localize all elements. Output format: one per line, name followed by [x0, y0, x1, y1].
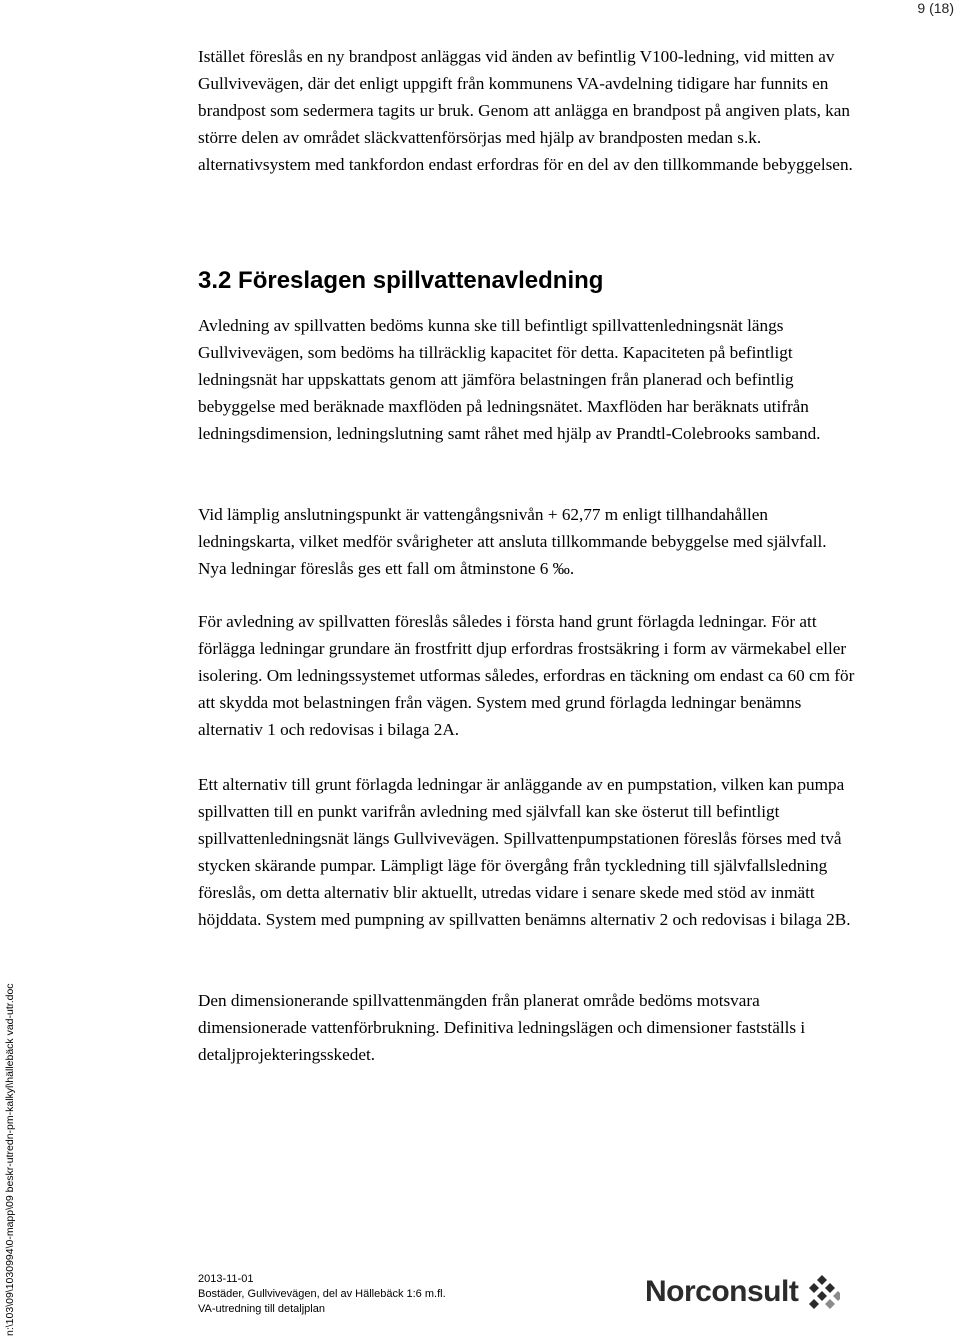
paragraph-dimensionerande: Den dimensionerande spillvattenmängden från planerat område bedöms motsvara dimensionerade vattenförbrukning. Definitiva ledningslägen och dimensioner fastställs i detaljprojekteringsskedet. [198, 991, 806, 1064]
section-heading: 3.2 Föreslagen spillvattenavledning [198, 267, 604, 294]
page-number: 9 (18) [917, 0, 954, 16]
norconsult-logo [645, 1272, 850, 1312]
logo-text: Norconsult [645, 1275, 799, 1308]
paragraph-grunt-forlagda: För avledning av spillvatten föreslås således i första hand grunt förlagda ledningar. För att förlägga ledningar grundare än frostfritt djup erfordras frostsäkring i form av värmekabel eller isolering. Om ledningssystemet utformas således, erfordras en täckning om endast ca 60 cm för att skydda mot belastningen från vägen. System med grund förlagda ledningar benämns alternativ 1 och redovisas i bilaga 2A. [198, 612, 855, 739]
footer [198, 1272, 446, 1317]
diamond-grid-icon [804, 1274, 840, 1310]
footer-doc-title: VA-utredning till detaljplan [198, 1303, 325, 1315]
file-path-label: n:\103\09\1030994\0-mapp\09 beskr-utredn-pm-kalkyl\hällebäck vad-utr.doc [4, 983, 16, 1336]
paragraph-anslutningspunkt: Vid lämplig anslutningspunkt är vattengångsnivån + 62,77 m enligt tillhandahållen ledningskarta, vilket medför svårigheter att ansluta tillkommande bebyggelse med självfall. Nya ledningar föreslås ges ett fall om åtminstone 6 ‰. [198, 505, 827, 578]
footer-project: Bostäder, Gullvivevägen, del av Hällebäck 1:6 m.fl. [198, 1288, 446, 1300]
footer-date: 2013-11-01 [198, 1273, 254, 1285]
paragraph-brandpost: Istället föreslås en ny brandpost anläggas vid änden av befintlig V100-ledning, vid mitten av Gullvivevägen, där det enligt uppgift från kommunens VA-avdelning tidigare har funnits en brandpost som sedermera tagits ur bruk. Genom att anlägga en brandpost på angiven plats, kan större delen av området släckvattenförsörjas med hjälp av brandposten medan s.k. alternativsystem med tankfordon endast erfordras för en del av den tillkommande bebyggelsen. [198, 47, 853, 174]
paragraph-pumpstation: Ett alternativ till grunt förlagda ledningar är anläggande av en pumpstation, vilken kan pumpa spillvatten till en punkt varifrån avledning med självfall kan ske österut till befintligt spillvattenledningsnät längs Gullvivevägen. Spillvattenpumpstationen föreslås förses med två stycken skärande pumpar. Lämpligt läge för övergång från tyckledning till självfallsledning föreslås, om detta alternativ blir aktuellt, utredas vidare i senare skede med stöd av inmätt höjddata. System med pumpning av spillvatten benämns alternativ 2 och redovisas i bilaga 2B. [198, 775, 851, 929]
paragraph-avledning: Avledning av spillvatten bedöms kunna ske till befintligt spillvattenledningsnät längs Gullvivevägen, som bedöms ha tillräcklig kapacitet för detta. Kapaciteten på befintligt ledningsnät har uppskattats genom att jämföra belastningen från planerad och befintlig bebyggelse med beräknade maxflöden på ledningsnätet. Maxflöden har beräknats utifrån ledningsdimension, ledningslutning samt råhet med hjälp av Prandtl-Colebrooks samband. [198, 316, 821, 443]
